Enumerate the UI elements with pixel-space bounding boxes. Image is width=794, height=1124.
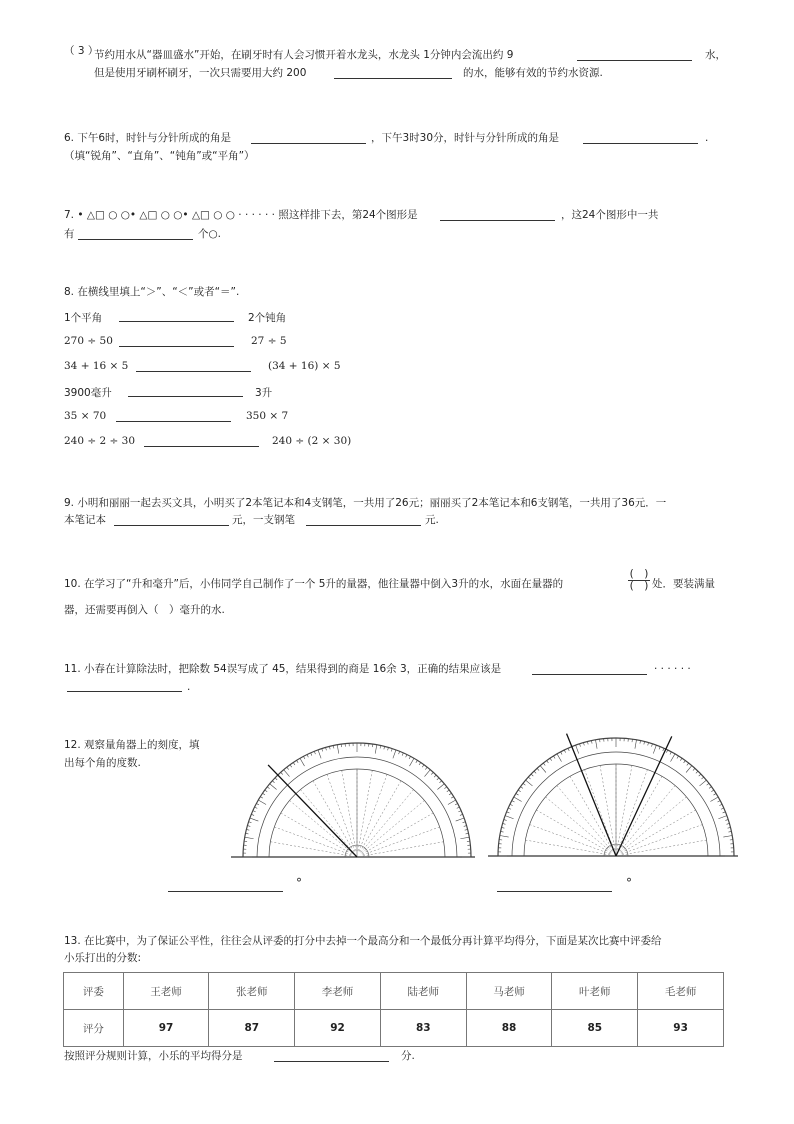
protractor-radial	[600, 765, 615, 850]
protractor-tick	[543, 763, 545, 765]
q8-row-blank[interactable]	[144, 435, 259, 447]
protractor-tick	[272, 781, 274, 783]
protractor-radial	[618, 770, 647, 851]
protractor-tick	[425, 767, 427, 769]
protractor-tick	[448, 800, 456, 805]
protractor-tick	[337, 745, 339, 754]
table-score-cell: 88	[466, 1010, 552, 1047]
protractor-tick	[260, 797, 263, 799]
q11-blank-2[interactable]	[67, 680, 182, 692]
protractor-tick	[284, 770, 290, 777]
q13-blank[interactable]	[274, 1050, 389, 1062]
q6-blank-2[interactable]	[583, 132, 698, 144]
q11-text1b: · · · · · ·	[654, 663, 691, 675]
protractor-tick	[424, 770, 430, 777]
q8-row-blank[interactable]	[119, 335, 234, 347]
protractor-tick	[456, 818, 464, 821]
table-score-cell: 97	[123, 1010, 209, 1047]
protractor-tick	[557, 754, 562, 762]
table-header-cell: 毛老师	[638, 973, 724, 1010]
q7-text2b: 个○.	[198, 228, 221, 240]
q9-text2: 本笔记本	[64, 514, 106, 526]
angle-ray	[616, 736, 672, 856]
q7-text1b: ，这24个图形中一共	[561, 209, 659, 221]
q7-text1: 7. • △□ ○ ○• △□ ○ ○• △□ ○ ○ · · · · · · 照这样排下去，第24个图形是	[64, 209, 418, 221]
protractor-tick	[518, 790, 520, 792]
protractor-radial	[360, 781, 401, 852]
protractor-tick	[416, 760, 418, 763]
q3-blank-1[interactable]	[577, 49, 692, 61]
protractor-radial	[363, 827, 440, 855]
table-header-cell: 马老师	[466, 973, 552, 1010]
q11-text2b: .	[187, 681, 191, 693]
q8-row-right: 27 ÷ 5	[251, 335, 287, 347]
protractor-tick	[721, 808, 724, 809]
q12-blank-2[interactable]	[497, 880, 612, 892]
protractor-radial	[585, 770, 614, 851]
protractor-tick	[512, 801, 515, 802]
protractor-tick	[458, 811, 461, 812]
q6-text1b: ，下午3时30分，时针与分针所成的角是	[371, 132, 560, 144]
q3-line2: 但是使用牙刷杯刷牙，一次只需要用大约 200	[94, 67, 307, 79]
q8-row-left: 240 ÷ 2 ÷ 30	[64, 435, 136, 447]
protractor-tick	[718, 816, 726, 819]
q12-degree-1: °	[296, 876, 302, 890]
protractor-radial	[290, 800, 353, 853]
protractor-tick	[258, 800, 266, 805]
protractor-tick	[718, 801, 721, 802]
protractor-tick	[648, 743, 649, 746]
protractor-tick	[464, 826, 467, 827]
q9-blank-1[interactable]	[114, 514, 229, 526]
protractor-tick	[537, 768, 539, 770]
protractor-tick	[701, 777, 703, 779]
q12-text1: 12. 观察量角器上的刻度，填	[64, 739, 200, 751]
protractor-tick	[247, 826, 250, 827]
protractor-tick	[275, 778, 277, 780]
q9-text1: 9. 小明和丽丽一起去买文具，小明买了2本笔记本和4支钢笔，一共用了26元；丽丽买了2本笔记本和6支钢笔，一共用了36元．一	[64, 497, 667, 509]
q12-blank-1[interactable]	[168, 880, 283, 892]
protractor-radial	[358, 770, 372, 851]
protractor-radial	[270, 842, 351, 856]
protractor-tick	[550, 758, 552, 760]
protractor-tick	[293, 762, 295, 764]
protractor-tick	[508, 808, 511, 809]
q6-text1: 6. 下午6时，时针与分针所成的角是	[64, 132, 232, 144]
protractor-radial	[342, 770, 356, 851]
protractor-tick	[553, 756, 555, 759]
protractor-radial	[281, 813, 352, 854]
protractor-tick	[521, 787, 523, 789]
protractor-radial	[359, 774, 387, 851]
q8-row-right: 3升	[255, 387, 273, 399]
protractor-radial	[362, 800, 425, 853]
protractor-tick	[455, 803, 458, 804]
protractor-tick	[523, 783, 525, 785]
protractor-radial	[546, 797, 612, 852]
protractor-tick	[653, 745, 656, 753]
protractor-tick	[693, 768, 695, 770]
q3-line2b: 的水，能够有效的节约水资源.	[463, 67, 603, 79]
protractor-tick	[727, 823, 730, 824]
protractor-tick	[449, 793, 451, 795]
protractor-tick	[253, 811, 256, 812]
protractor-tick	[714, 793, 717, 795]
protractor-tick	[281, 772, 283, 774]
protractor-tick	[596, 740, 598, 749]
q7-blank-1[interactable]	[440, 209, 555, 221]
protractor-tick	[723, 836, 732, 838]
protractor-tick	[287, 767, 289, 769]
q10-frac-top: ( )	[629, 568, 649, 580]
protractor-tick	[307, 755, 308, 758]
protractor-tick	[635, 740, 637, 749]
q10-text1: 10. 在学习了“升和毫升”后，小伟同学自己制作了一个 5升的量器，他往量器中倒入3升的水，水面在量器的	[64, 578, 564, 590]
protractor-tick	[666, 750, 667, 753]
protractor-tick	[719, 804, 722, 805]
protractor-radial	[622, 840, 707, 855]
q7-text2: 有	[64, 228, 75, 240]
protractor-left	[225, 740, 480, 865]
score-table	[63, 972, 724, 1047]
protractor-radial	[621, 810, 695, 853]
q8-row-left: 34 + 16 × 5	[64, 360, 129, 372]
table-row	[64, 1010, 724, 1047]
q8-row-blank[interactable]	[119, 310, 234, 322]
protractor-tick	[561, 752, 562, 755]
q8-row-right: 240 ÷ (2 × 30)	[272, 435, 352, 447]
q8-row-left: 3900毫升	[64, 387, 112, 399]
protractor-right	[488, 730, 753, 865]
protractor-tick	[439, 781, 441, 783]
q6-blank-1[interactable]	[251, 132, 366, 144]
q13-text2: 小乐打出的分数:	[64, 952, 142, 964]
table-row	[64, 973, 724, 1010]
protractor-tick	[451, 797, 454, 799]
protractor-radial	[557, 786, 612, 852]
protractor-tick	[547, 761, 549, 763]
protractor-tick	[409, 756, 410, 759]
protractor-tick	[393, 750, 396, 758]
q10-frac-bottom: ( )	[629, 580, 649, 592]
table-score-cell: 83	[380, 1010, 466, 1047]
protractor-radial	[362, 813, 433, 854]
protractor-radial	[619, 776, 662, 850]
protractor-tick	[687, 763, 689, 765]
q3-unit1: 水，	[705, 49, 726, 61]
protractor-tick	[686, 766, 692, 773]
protractor-tick	[256, 803, 259, 804]
q8-row-right: 2个钝角	[248, 312, 287, 324]
q12-text2: 出每个角的度数.	[64, 757, 141, 769]
table-row-label: 评分	[64, 1010, 124, 1047]
protractor-tick	[699, 774, 701, 776]
q8-row-right: 350 × 7	[246, 410, 289, 422]
protractor-tick	[696, 771, 698, 773]
table-header-cell: 叶老师	[552, 973, 638, 1010]
protractor-tick	[510, 804, 513, 805]
protractor-tick	[709, 787, 711, 789]
q10-fraction[interactable]	[628, 569, 650, 592]
angle-ray	[268, 765, 357, 857]
protractor-tick	[326, 747, 327, 750]
protractor-radial	[300, 790, 353, 853]
protractor-tick	[707, 783, 709, 785]
protractor-tick	[540, 766, 546, 773]
q8-row-left: 1个平角	[64, 312, 103, 324]
q9-blank-2[interactable]	[306, 514, 421, 526]
q8-row-left: 35 × 70	[64, 410, 107, 422]
protractor-tick	[255, 807, 258, 808]
q9-text2c: 元.	[425, 514, 439, 526]
table-header-cell: 张老师	[209, 973, 295, 1010]
q6-text2: （填“锐角”、“直角”、“钝角”或“平角”）	[64, 150, 255, 162]
q3-text1: 节约用水从“器皿盛水”开始，在刷牙时有人会习惯开着水龙头，水龙头 1分钟内会流出约 9	[94, 49, 514, 61]
protractor-tick	[290, 765, 292, 767]
protractor-tick	[267, 787, 269, 789]
protractor-tick	[375, 745, 377, 754]
protractor-tick	[516, 793, 519, 795]
table-header-cell: 评委	[64, 973, 124, 1010]
protractor-radial	[361, 790, 414, 853]
protractor-tick	[528, 777, 530, 779]
protractor-tick	[410, 758, 415, 766]
protractor-tick	[318, 750, 321, 758]
protractor-tick	[503, 823, 506, 824]
protractor-tick	[303, 756, 304, 759]
protractor-radial	[570, 776, 613, 850]
protractor-tick	[500, 836, 509, 838]
q8-title: 8. 在横线里填上“＞”、“＜”或者“＝”.	[64, 286, 240, 298]
protractor-tick	[434, 775, 436, 777]
protractor-tick	[460, 837, 469, 839]
table-score-cell: 85	[552, 1010, 638, 1047]
table-header-cell: 王老师	[123, 973, 209, 1010]
q12-degree-2: °	[626, 876, 632, 890]
protractor-tick	[534, 771, 536, 773]
protractor-tick	[583, 743, 584, 746]
protractor-tick	[437, 784, 444, 790]
protractor-tick	[684, 761, 686, 763]
q3-line1	[94, 48, 513, 62]
protractor-tick	[245, 837, 254, 839]
q8-row-left: 270 ÷ 50	[64, 335, 113, 347]
q8-row-blank[interactable]	[116, 410, 231, 422]
protractor-tick	[680, 758, 682, 760]
protractor-tick	[270, 784, 277, 790]
protractor-tick	[677, 756, 679, 759]
protractor-tick	[576, 745, 579, 753]
protractor-radial	[622, 825, 703, 854]
protractor-radial	[363, 842, 444, 856]
protractor-tick	[505, 816, 513, 819]
q8-row-right: (34 + 16) × 5	[268, 360, 341, 372]
protractor-tick	[388, 747, 389, 750]
protractor-tick	[457, 807, 460, 808]
q13-footer-unit: 分.	[401, 1050, 415, 1062]
protractor-tick	[699, 780, 706, 786]
q10-text1b: 处．要装满量	[652, 578, 715, 590]
protractor-tick	[444, 787, 446, 789]
q6-text1c: .	[705, 132, 709, 144]
q8-row-blank[interactable]	[128, 385, 243, 397]
protractor-tick	[564, 750, 565, 753]
protractor-tick	[671, 754, 676, 762]
protractor-tick	[402, 753, 403, 756]
protractor-tick	[663, 748, 664, 751]
protractor-tick	[311, 753, 312, 756]
q11-blank-1[interactable]	[532, 663, 647, 675]
table-score-cell: 87	[209, 1010, 295, 1047]
protractor-radial	[530, 825, 611, 854]
protractor-tick	[531, 774, 533, 776]
protractor-radial	[525, 840, 610, 855]
protractor-tick	[300, 758, 305, 766]
protractor-tick	[262, 793, 264, 795]
q3-number: （ 3 ）	[64, 45, 99, 57]
q8-row-blank[interactable]	[136, 360, 251, 372]
protractor-tick	[710, 797, 718, 802]
protractor-tick	[422, 765, 424, 767]
protractor-tick	[265, 790, 267, 792]
protractor-tick	[406, 755, 407, 758]
q3-blank-2[interactable]	[334, 67, 452, 79]
table-score-cell: 93	[638, 1010, 724, 1047]
protractor-tick	[670, 752, 671, 755]
protractor-tick	[568, 748, 569, 751]
protractor-radial	[620, 786, 675, 852]
protractor-tick	[431, 772, 433, 774]
q11-text1: 11. 小春在计算除法时，把除数 54误写成了 45，结果得到的商是 16余 3，正确的结果应该是	[64, 663, 502, 675]
q7-blank-2[interactable]	[78, 228, 193, 240]
q10-text2: 器，还需要再倒入（ ）毫升的水.	[64, 604, 225, 616]
table-header-cell: 李老师	[295, 973, 381, 1010]
protractor-tick	[250, 818, 258, 821]
table-header-cell: 陆老师	[380, 973, 466, 1010]
protractor-tick	[419, 762, 421, 764]
protractor-tick	[526, 780, 533, 786]
q9-text2b: 元，一支钢笔	[232, 514, 295, 526]
q13-footer: 按照评分规则计算，小乐的平均得分是	[64, 1050, 243, 1062]
protractor-radial	[274, 827, 351, 855]
protractor-tick	[297, 760, 299, 763]
protractor-tick	[437, 778, 439, 780]
protractor-tick	[514, 797, 522, 802]
protractor-tick	[447, 790, 449, 792]
q13-text1: 13. 在比赛中，为了保证公平性，往往会从评委的打分中去掉一个最高分和一个最低分再计算平均得分，下面是某次比赛中评委给	[64, 935, 662, 947]
protractor-radial	[313, 781, 354, 852]
table-score-cell: 92	[295, 1010, 381, 1047]
protractor-tick	[711, 790, 713, 792]
